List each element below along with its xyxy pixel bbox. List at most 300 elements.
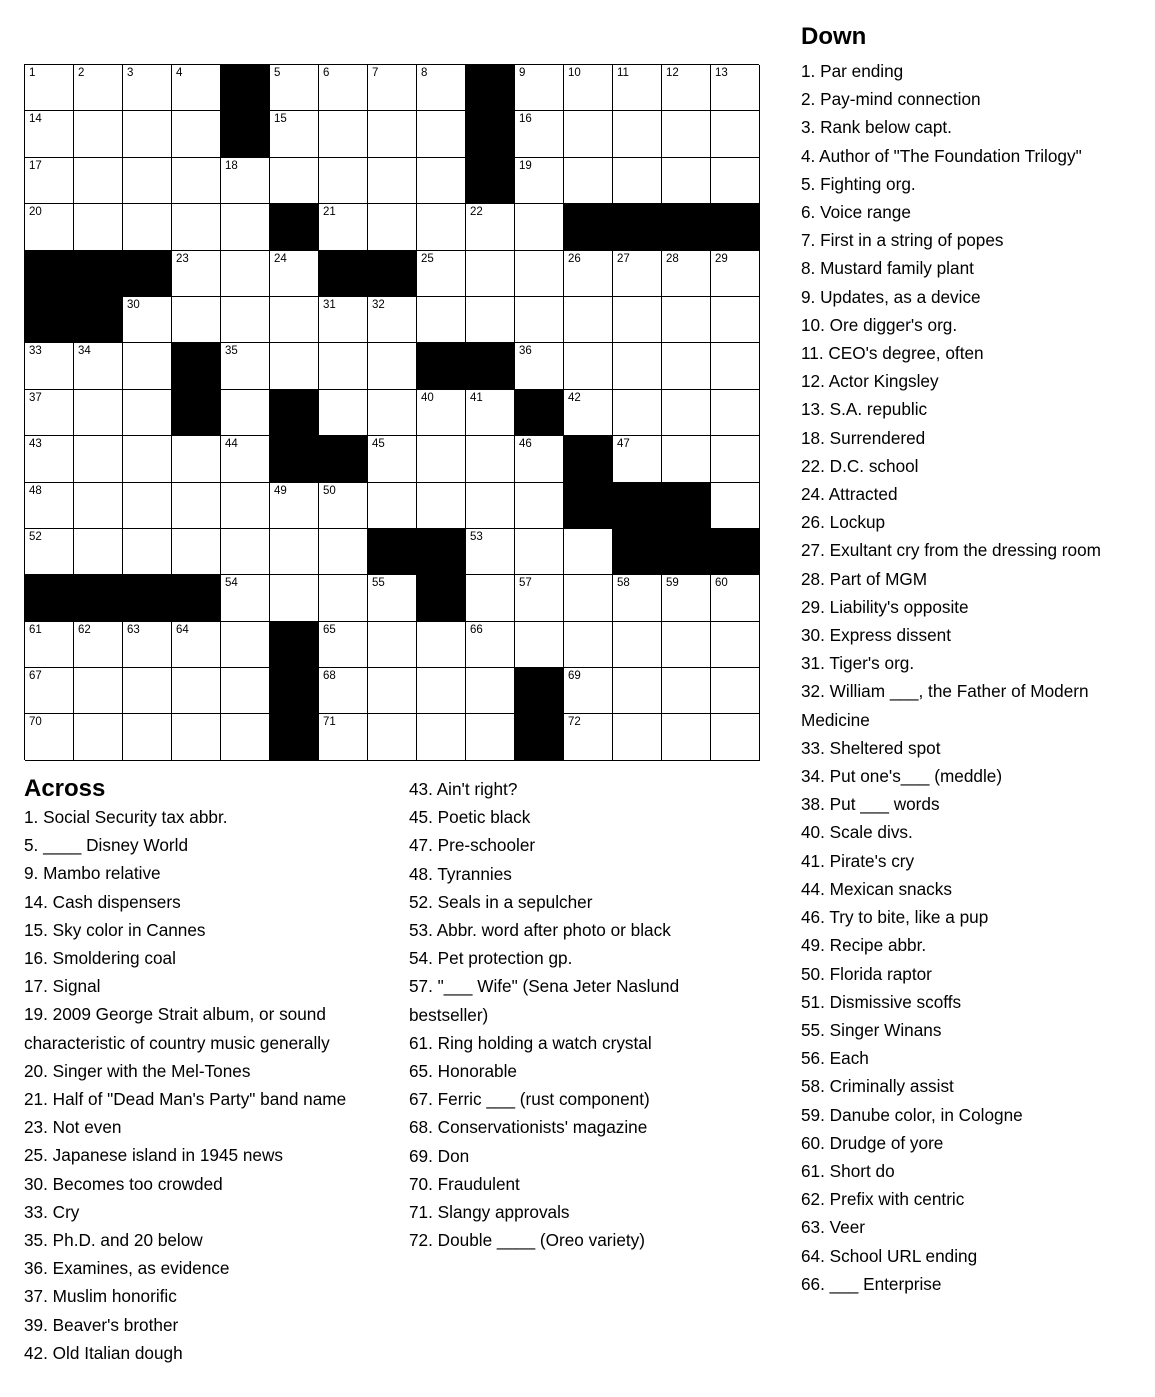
clue-number: 34 <box>78 345 91 358</box>
answer-cell[interactable] <box>123 483 172 529</box>
answer-cell[interactable] <box>417 111 466 157</box>
answer-cell[interactable] <box>25 204 74 250</box>
answer-cell[interactable] <box>368 668 417 714</box>
answer-cell[interactable] <box>711 65 760 111</box>
answer-cell[interactable] <box>221 204 270 250</box>
answer-cell[interactable] <box>613 575 662 621</box>
clue-item: 9. Updates, as a device <box>801 286 981 307</box>
answer-cell[interactable] <box>270 575 319 621</box>
answer-cell[interactable] <box>417 204 466 250</box>
clue-item: 17. Signal <box>24 976 101 997</box>
clue-item: 71. Slangy approvals <box>409 1202 570 1223</box>
clue-number: 47 <box>617 438 630 451</box>
answer-cell[interactable] <box>417 297 466 343</box>
block-cell <box>417 343 466 389</box>
answer-cell[interactable] <box>515 204 564 250</box>
answer-cell[interactable] <box>25 390 74 436</box>
answer-cell[interactable] <box>662 111 711 157</box>
clue-item: 1. Par ending <box>801 61 904 81</box>
answer-cell[interactable] <box>74 343 123 389</box>
clue-number: 32 <box>372 298 385 311</box>
clue-item: 21. Half of "Dead Man's Party" band name <box>24 1089 347 1110</box>
answer-cell[interactable] <box>711 343 760 389</box>
clue-item: 46. Try to bite, like a pup <box>801 907 989 928</box>
clue-number: 41 <box>470 391 483 404</box>
clue-item: 4. Author of "The Foundation Trilogy" <box>801 145 1082 166</box>
answer-cell[interactable] <box>515 297 564 343</box>
clue-item: 42. Old Italian dough <box>24 1342 183 1363</box>
block-cell <box>613 529 662 575</box>
clue-number: 66 <box>470 623 483 636</box>
clue-number: 31 <box>323 298 336 311</box>
answer-cell[interactable] <box>123 622 172 668</box>
answer-cell[interactable] <box>564 297 613 343</box>
answer-cell[interactable] <box>172 251 221 297</box>
clue-item: 63. Veer <box>801 1217 866 1238</box>
answer-cell[interactable] <box>221 251 270 297</box>
block-cell <box>711 204 760 250</box>
answer-cell[interactable] <box>74 436 123 482</box>
answer-cell[interactable] <box>368 297 417 343</box>
clue-number: 29 <box>715 252 728 265</box>
clue-number: 38 <box>176 391 189 404</box>
answer-cell[interactable] <box>417 436 466 482</box>
answer-cell[interactable] <box>368 622 417 668</box>
answer-cell[interactable] <box>74 714 123 760</box>
clue-item: 5. ____ Disney World <box>24 835 189 856</box>
answer-cell[interactable] <box>711 158 760 204</box>
answer-cell[interactable] <box>515 343 564 389</box>
answer-cell[interactable] <box>368 575 417 621</box>
clue-number: 20 <box>29 206 42 219</box>
clue-item: 55. Singer Winans <box>801 1019 942 1040</box>
block-cell <box>172 343 221 389</box>
answer-cell[interactable] <box>662 622 711 668</box>
answer-cell[interactable] <box>270 158 319 204</box>
across-clue-list-2 <box>409 775 729 1254</box>
clue-item: 6. Voice range <box>801 202 911 223</box>
answer-cell[interactable] <box>74 204 123 250</box>
answer-cell[interactable] <box>74 390 123 436</box>
clue-number: 51 <box>568 484 581 497</box>
answer-cell[interactable] <box>515 436 564 482</box>
answer-cell[interactable] <box>466 390 515 436</box>
answer-cell[interactable] <box>515 529 564 575</box>
block-cell <box>270 390 319 436</box>
answer-cell[interactable] <box>221 158 270 204</box>
answer-cell[interactable] <box>613 158 662 204</box>
answer-cell[interactable] <box>172 158 221 204</box>
answer-cell[interactable] <box>564 65 613 111</box>
answer-cell[interactable] <box>662 436 711 482</box>
answer-cell[interactable] <box>319 343 368 389</box>
clue-item: 35. Ph.D. and 20 below <box>24 1230 203 1251</box>
answer-cell[interactable] <box>123 65 172 111</box>
answer-cell[interactable] <box>662 390 711 436</box>
block-cell <box>123 251 172 297</box>
answer-cell[interactable] <box>417 251 466 297</box>
answer-cell[interactable] <box>417 65 466 111</box>
clue-item: 15. Sky color in Cannes <box>24 919 206 940</box>
answer-cell[interactable] <box>319 714 368 760</box>
clue-number: 42 <box>568 391 581 404</box>
answer-cell[interactable] <box>466 668 515 714</box>
clue-item: 70. Fraudulent <box>409 1173 520 1194</box>
answer-cell[interactable] <box>319 483 368 529</box>
answer-cell[interactable] <box>466 483 515 529</box>
block-cell <box>221 111 270 157</box>
answer-cell[interactable] <box>466 204 515 250</box>
clue-number: 16 <box>519 113 532 126</box>
clue-number: 23 <box>176 252 189 265</box>
answer-cell[interactable] <box>25 158 74 204</box>
answer-cell[interactable] <box>466 436 515 482</box>
answer-cell[interactable] <box>123 158 172 204</box>
answer-cell[interactable] <box>613 622 662 668</box>
clue-item: 47. Pre-schooler <box>409 835 536 856</box>
answer-cell[interactable] <box>123 529 172 575</box>
answer-cell[interactable] <box>662 158 711 204</box>
answer-cell[interactable] <box>564 390 613 436</box>
clue-item: 11. CEO's degree, often <box>801 343 984 364</box>
block-cell <box>466 343 515 389</box>
clue-number: 44 <box>225 438 238 451</box>
answer-cell[interactable] <box>417 714 466 760</box>
answer-cell[interactable] <box>172 65 221 111</box>
answer-cell[interactable] <box>662 575 711 621</box>
answer-cell[interactable] <box>662 668 711 714</box>
answer-cell[interactable] <box>74 158 123 204</box>
clue-number: 48 <box>29 484 42 497</box>
clue-item: 69. Don <box>409 1145 470 1166</box>
block-cell <box>564 204 613 250</box>
answer-cell[interactable] <box>466 575 515 621</box>
answer-cell[interactable] <box>221 343 270 389</box>
answer-cell[interactable] <box>613 390 662 436</box>
answer-cell[interactable] <box>368 483 417 529</box>
answer-cell[interactable] <box>417 668 466 714</box>
answer-cell[interactable] <box>221 622 270 668</box>
clue-number: 67 <box>29 670 42 683</box>
answer-cell[interactable] <box>613 343 662 389</box>
answer-cell[interactable] <box>172 668 221 714</box>
answer-cell[interactable] <box>319 111 368 157</box>
answer-cell[interactable] <box>221 483 270 529</box>
clue-item: 26. Lockup <box>801 512 886 533</box>
clue-item: 12. Actor Kingsley <box>801 371 939 392</box>
answer-cell[interactable] <box>319 65 368 111</box>
answer-cell[interactable] <box>711 111 760 157</box>
answer-cell[interactable] <box>74 111 123 157</box>
answer-cell[interactable] <box>25 436 74 482</box>
block-cell <box>466 111 515 157</box>
answer-cell[interactable] <box>613 65 662 111</box>
block-cell <box>515 390 564 436</box>
answer-cell[interactable] <box>319 622 368 668</box>
clue-number: 65 <box>323 623 336 636</box>
answer-cell[interactable] <box>319 204 368 250</box>
clue-item: 45. Poetic black <box>409 807 531 828</box>
answer-cell[interactable] <box>515 65 564 111</box>
answer-cell[interactable] <box>368 65 417 111</box>
answer-cell[interactable] <box>368 436 417 482</box>
answer-cell[interactable] <box>319 668 368 714</box>
answer-cell[interactable] <box>270 343 319 389</box>
answer-cell[interactable] <box>711 251 760 297</box>
answer-cell[interactable] <box>613 111 662 157</box>
answer-cell[interactable] <box>466 714 515 760</box>
answer-cell[interactable] <box>564 343 613 389</box>
answer-cell[interactable] <box>662 65 711 111</box>
answer-cell[interactable] <box>319 297 368 343</box>
block-cell <box>368 251 417 297</box>
answer-cell[interactable] <box>270 483 319 529</box>
block-cell <box>662 483 711 529</box>
answer-cell[interactable] <box>466 622 515 668</box>
block-cell <box>270 622 319 668</box>
answer-cell[interactable] <box>25 483 74 529</box>
answer-cell[interactable] <box>74 622 123 668</box>
answer-cell[interactable] <box>662 251 711 297</box>
answer-cell[interactable] <box>319 158 368 204</box>
clue-item: 33. Cry <box>24 1201 80 1222</box>
answer-cell[interactable] <box>123 714 172 760</box>
clue-item: 33. Sheltered spot <box>801 737 941 758</box>
answer-cell[interactable] <box>270 529 319 575</box>
clue-item: 2. Pay-mind connection <box>801 89 981 110</box>
clue-item: 23. Not even <box>24 1117 122 1138</box>
block-cell <box>123 575 172 621</box>
clue-number: 50 <box>323 484 336 497</box>
clue-number: 2 <box>78 67 85 79</box>
answer-cell[interactable] <box>123 343 172 389</box>
answer-cell[interactable] <box>270 111 319 157</box>
clue-item: 27. Exultant cry from the dressing room <box>801 540 1101 561</box>
answer-cell[interactable] <box>564 251 613 297</box>
block-cell <box>417 529 466 575</box>
answer-cell[interactable] <box>515 575 564 621</box>
clue-item: 8. Mustard family plant <box>801 258 974 279</box>
block-cell <box>74 251 123 297</box>
clue-item: 10. Ore digger's org. <box>801 314 958 335</box>
clue-number: 72 <box>568 716 581 729</box>
answer-cell[interactable] <box>564 714 613 760</box>
answer-cell[interactable] <box>25 111 74 157</box>
answer-cell[interactable] <box>613 297 662 343</box>
answer-cell[interactable] <box>319 529 368 575</box>
answer-cell[interactable] <box>613 251 662 297</box>
answer-cell[interactable] <box>711 668 760 714</box>
answer-cell[interactable] <box>25 529 74 575</box>
answer-cell[interactable] <box>711 483 760 529</box>
answer-cell[interactable] <box>368 714 417 760</box>
block-cell <box>662 204 711 250</box>
answer-cell[interactable] <box>613 436 662 482</box>
answer-cell[interactable] <box>515 483 564 529</box>
clue-number: 36 <box>519 345 532 358</box>
answer-cell[interactable] <box>172 483 221 529</box>
answer-cell[interactable] <box>613 668 662 714</box>
answer-cell[interactable] <box>368 204 417 250</box>
clue-number: 70 <box>29 716 42 729</box>
answer-cell[interactable] <box>515 622 564 668</box>
answer-cell[interactable] <box>123 390 172 436</box>
clue-number: 64 <box>176 623 189 636</box>
answer-cell[interactable] <box>221 297 270 343</box>
answer-cell[interactable] <box>172 111 221 157</box>
clue-item: 41. Pirate's cry <box>801 850 915 871</box>
answer-cell[interactable] <box>515 111 564 157</box>
block-cell <box>368 529 417 575</box>
crossword-grid <box>24 64 759 760</box>
block-cell <box>417 575 466 621</box>
answer-cell[interactable] <box>221 529 270 575</box>
answer-cell[interactable] <box>270 65 319 111</box>
answer-cell[interactable] <box>564 668 613 714</box>
block-cell <box>25 575 74 621</box>
answer-cell[interactable] <box>221 668 270 714</box>
answer-cell[interactable] <box>172 714 221 760</box>
clue-number: 21 <box>323 206 336 219</box>
clue-item: 66. ___ Enterprise <box>801 1273 942 1294</box>
clue-number: 40 <box>421 391 434 404</box>
clue-number: 53 <box>470 530 483 543</box>
answer-cell[interactable] <box>564 622 613 668</box>
clue-item: 36. Examines, as evidence <box>24 1258 230 1279</box>
clue-item: 51. Dismissive scoffs <box>801 991 962 1012</box>
answer-cell[interactable] <box>368 390 417 436</box>
across-clue-list-1 <box>24 803 384 1367</box>
answer-cell[interactable] <box>662 343 711 389</box>
answer-cell[interactable] <box>711 436 760 482</box>
clue-number: 71 <box>323 716 336 729</box>
answer-cell[interactable] <box>221 714 270 760</box>
clue-number: 3 <box>127 67 134 79</box>
clue-number: 60 <box>715 577 728 590</box>
block-cell <box>25 297 74 343</box>
clue-item: 14. Cash dispensers <box>24 891 181 912</box>
clue-number: 28 <box>666 252 679 265</box>
answer-cell[interactable] <box>74 65 123 111</box>
clue-item: 43. Ain't right? <box>409 779 518 799</box>
answer-cell[interactable] <box>25 65 74 111</box>
answer-cell[interactable] <box>711 390 760 436</box>
clue-number: 55 <box>372 577 385 590</box>
clue-number: 33 <box>29 345 42 358</box>
answer-cell[interactable] <box>123 436 172 482</box>
answer-cell[interactable] <box>368 158 417 204</box>
answer-cell[interactable] <box>515 251 564 297</box>
answer-cell[interactable] <box>25 622 74 668</box>
clue-item: 64. School URL ending <box>801 1245 978 1266</box>
clue-number: 11 <box>617 67 629 79</box>
answer-cell[interactable] <box>515 158 564 204</box>
clue-item: 34. Put one's___ (meddle) <box>801 766 1003 787</box>
clue-number: 46 <box>519 438 532 451</box>
answer-cell[interactable] <box>466 297 515 343</box>
answer-cell[interactable] <box>466 529 515 575</box>
answer-cell[interactable] <box>270 297 319 343</box>
answer-cell[interactable] <box>74 529 123 575</box>
answer-cell[interactable] <box>711 622 760 668</box>
answer-cell[interactable] <box>172 436 221 482</box>
answer-cell[interactable] <box>123 297 172 343</box>
answer-cell[interactable] <box>662 297 711 343</box>
clue-item: 44. Mexican snacks <box>801 878 952 899</box>
answer-cell[interactable] <box>613 714 662 760</box>
answer-cell[interactable] <box>417 622 466 668</box>
answer-cell[interactable] <box>564 575 613 621</box>
block-cell <box>270 714 319 760</box>
block-cell <box>270 668 319 714</box>
answer-cell[interactable] <box>221 390 270 436</box>
answer-cell[interactable] <box>564 158 613 204</box>
answer-cell[interactable] <box>270 251 319 297</box>
clue-number: 22 <box>470 206 483 219</box>
block-cell <box>466 65 515 111</box>
answer-cell[interactable] <box>74 668 123 714</box>
answer-cell[interactable] <box>123 204 172 250</box>
clue-number: 27 <box>617 252 630 265</box>
clue-item: 49. Recipe abbr. <box>801 935 927 956</box>
answer-cell[interactable] <box>564 111 613 157</box>
answer-cell[interactable] <box>564 529 613 575</box>
answer-cell[interactable] <box>123 668 172 714</box>
clue-number: 68 <box>323 670 336 683</box>
answer-cell[interactable] <box>466 251 515 297</box>
clue-item: 29. Liability's opposite <box>801 596 969 617</box>
clue-number: 26 <box>568 252 581 265</box>
answer-cell[interactable] <box>368 343 417 389</box>
answer-cell[interactable] <box>368 111 417 157</box>
answer-cell[interactable] <box>711 297 760 343</box>
block-cell <box>466 158 515 204</box>
clue-item: 54. Pet protection gp. <box>409 948 573 969</box>
answer-cell[interactable] <box>25 343 74 389</box>
clue-item: 19. 2009 George Strait album, or sound characteristic of country music generally <box>24 1004 330 1053</box>
answer-cell[interactable] <box>417 390 466 436</box>
answer-cell[interactable] <box>172 622 221 668</box>
answer-cell[interactable] <box>711 714 760 760</box>
clue-item: 53. Abbr. word after photo or black <box>409 920 671 941</box>
answer-cell[interactable] <box>25 714 74 760</box>
answer-cell[interactable] <box>711 575 760 621</box>
clue-number: 7 <box>372 67 379 79</box>
answer-cell[interactable] <box>221 436 270 482</box>
clue-item: 52. Seals in a sepulcher <box>409 891 593 912</box>
answer-cell[interactable] <box>25 668 74 714</box>
answer-cell[interactable] <box>662 714 711 760</box>
answer-cell[interactable] <box>172 297 221 343</box>
answer-cell[interactable] <box>172 529 221 575</box>
block-cell <box>221 65 270 111</box>
answer-cell[interactable] <box>123 111 172 157</box>
answer-cell[interactable] <box>319 575 368 621</box>
clue-item: 38. Put ___ words <box>801 794 940 815</box>
answer-cell[interactable] <box>319 390 368 436</box>
answer-cell[interactable] <box>172 204 221 250</box>
clue-item: 39. Beaver's brother <box>24 1314 179 1335</box>
answer-cell[interactable] <box>221 575 270 621</box>
down-heading: Down <box>801 23 867 50</box>
clue-item: 30. Becomes too crowded <box>24 1173 223 1194</box>
clue-number: 56 <box>421 577 434 590</box>
answer-cell[interactable] <box>74 483 123 529</box>
answer-cell[interactable] <box>417 483 466 529</box>
clue-number: 49 <box>274 484 287 497</box>
answer-cell[interactable] <box>417 158 466 204</box>
clue-number: 62 <box>78 623 91 636</box>
